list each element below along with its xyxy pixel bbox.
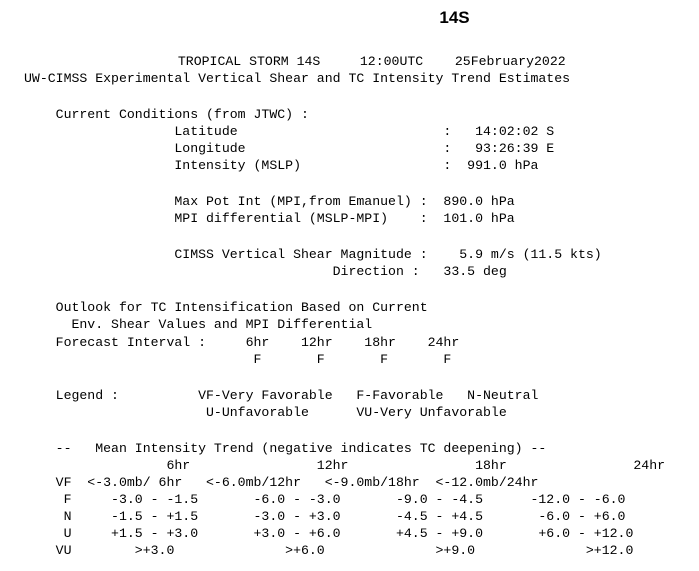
shear-magnitude-line: CIMSS Vertical Shear Magnitude : 5.9 m/s (11.5 kts) — [24, 247, 602, 262]
report-title-line: UW-CIMSS Experimental Vertical Shear and TC Intensity Trend Estimates — [24, 71, 571, 86]
storm-title-line: TROPICAL STORM 14S 12:00UTC 25February2022 — [75, 54, 566, 69]
outlook-subheading-line: Env. Shear Values and MPI Differential — [24, 317, 373, 332]
legend-line: Legend : VF-Very Favorable F-Favorable N-Neutral — [24, 388, 539, 403]
trend-heading-line: -- Mean Intensity Trend (negative indicates TC deepening) -- — [24, 441, 547, 456]
trend-row-vu: VU >+3.0 >+6.0 >+9.0 >+12.0 — [24, 543, 634, 558]
trend-row-vf: VF <-3.0mb/ 6hr <-6.0mb/12hr <-9.0mb/18hr <-12.0mb/24hr — [24, 475, 539, 490]
legend-line-2: U-Unfavorable VU-Very Unfavorable — [24, 405, 507, 420]
latitude-line: Latitude : 14:02:02 S — [24, 124, 555, 139]
trend-hours-header: 6hr 12hr 18hr 24hr — [24, 458, 666, 473]
mpi-line: Max Pot Int (MPI,from Emanuel) : 890.0 hPa — [24, 194, 515, 209]
trend-row-f: F -3.0 - -1.5 -6.0 - -3.0 -9.0 - -4.5 -12.0 - -6.0 — [24, 492, 626, 507]
trend-row-u: U +1.5 - +3.0 +3.0 - +6.0 +4.5 - +9.0 +6.0 - +12.0 — [24, 526, 634, 541]
mpi-differential-line: MPI differential (MSLP-MPI) : 101.0 hPa — [24, 211, 515, 226]
intensity-line: Intensity (MSLP) : 991.0 hPa — [24, 158, 539, 173]
trend-row-n: N -1.5 - +1.5 -3.0 - +3.0 -4.5 - +4.5 -6.0 - +6.0 — [24, 509, 626, 524]
page-header: 14S — [439, 8, 470, 27]
current-conditions-heading: Current Conditions (from JTWC) : — [24, 107, 309, 122]
shear-direction-line: Direction : 33.5 deg — [24, 264, 507, 279]
outlook-heading-line: Outlook for TC Intensification Based on Current — [24, 300, 428, 315]
longitude-line: Longitude : 93:26:39 E — [24, 141, 555, 156]
forecast-interval-line: Forecast Interval : 6hr 12hr 18hr 24hr — [24, 335, 460, 350]
forecast-outlook-values: F F F F — [24, 352, 452, 367]
